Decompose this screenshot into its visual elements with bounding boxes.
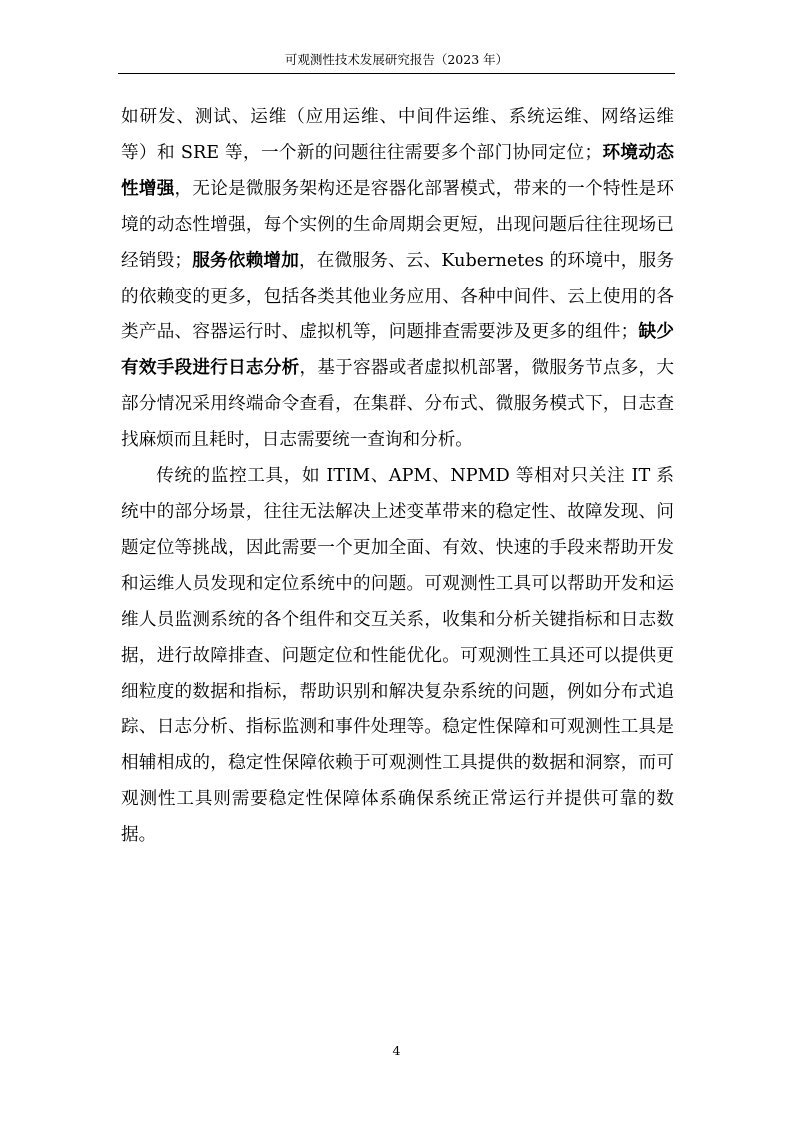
bold-term-log-analysis: 缺少有效手段进行日志分析	[121, 322, 674, 379]
header-divider	[118, 73, 675, 74]
paragraph-text: ，在微服务、云、Kubernetes 的环境中，服务的依赖变的更多，包括各类其他业务应用、各种中间件、云上使用的各类产品、容器运行时、虚拟机等，问题排查需要涉及更多的组件；	[121, 250, 674, 343]
paragraph-text: ，基于容器或者虚拟机部署，微服务节点多，大部分情况采用终端命令查看，在集群、分布式、微服务模式下，日志查找麻烦而且耗时，日志需要统一查询和分析。	[121, 358, 674, 451]
bold-term-environment-dynamics: 环境动态性增强	[121, 142, 674, 199]
paragraph-continued	[121, 100, 674, 459]
body-text	[121, 100, 674, 854]
running-header: 可观测性技术发展研究报告（2023 年）	[284, 52, 509, 67]
paragraph-text: 如研发、测试、运维（应用运维、中间件运维、系统运维、网络运维等）和 SRE 等，一个新的问题往往需要多个部门协同定位；	[121, 107, 674, 163]
paragraph-monitoring-tools: 传统的监控工具，如 ITIM、APM、NPMD 等相对只关注 IT 系统中的部分场景，往往无法解决上述变革带来的稳定性、故障发现、问题定位等挑战，因此需要一个更加全面、有效、快速的手段来帮助开发和运维人员发现和定位系统中的问题。可观测性工具可以帮助开发和运维人员监测系统的各个组件和交互关系，收集和分析关键指标和日志数据，进行故障排查、问题定位和性能优化。可观测性工具还可以提供更细粒度的数据和指标，帮助识别和解决复杂系统的问题，例如分布式追踪、日志分析、指标监测和事件处理等。稳定性保障和可观测性工具是相辅相成的，稳定性保障依赖于可观测性工具提供的数据和洞察，而可观测性工具则需要稳定性保障体系确保系统正常运行并提供可靠的数据。	[121, 466, 674, 846]
bold-term-service-dependency: 服务依赖增加	[192, 250, 299, 271]
paragraph-text: ，无论是微服务架构还是容器化部署模式，带来的一个特性是环境的动态性增强，每个实例的生命周期会更短，出现问题后往往现场已经销毁；	[121, 178, 674, 271]
page-number: 4	[392, 1043, 401, 1058]
